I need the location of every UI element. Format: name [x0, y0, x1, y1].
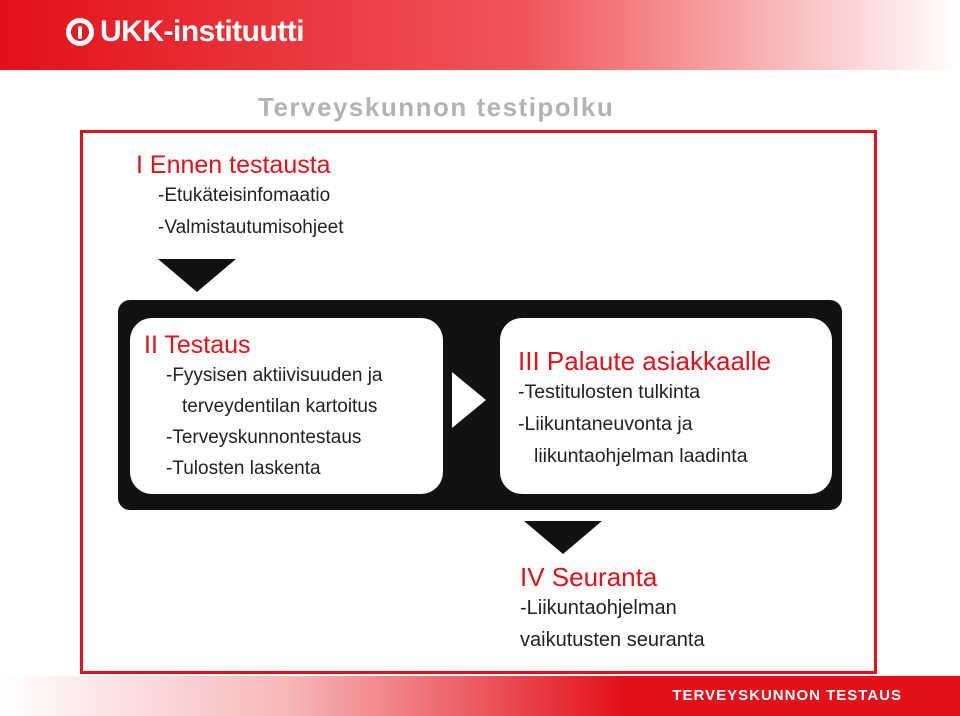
- step-2-line: -Terveyskunnontestaus: [166, 427, 362, 448]
- step-2-line: terveydentilan kartoitus: [182, 396, 378, 417]
- step-4-follow-up: [520, 562, 705, 656]
- down-arrow-icon: [158, 259, 236, 292]
- step-3-line: -Liikuntaneuvonta ja: [518, 413, 693, 435]
- step-3-line: liikuntaohjelman laadinta: [534, 445, 748, 467]
- logo-text: UKK-instituutti: [100, 15, 305, 48]
- step-1-heading: I Ennen testausta: [136, 151, 331, 179]
- ukk-logo: [66, 14, 304, 50]
- step-1-line: -Etukäteisinfomaatio: [158, 185, 331, 206]
- step-2-line: -Fyysisen aktiivisuuden ja: [166, 365, 383, 386]
- step-3-feedback: [500, 318, 832, 494]
- step-2-heading: II Testaus: [144, 331, 251, 359]
- step-1-before-testing: [136, 150, 344, 244]
- ukk-logo-icon: [66, 18, 94, 46]
- right-arrow-icon: [452, 372, 486, 428]
- step-3-heading: III Palaute asiakkaalle: [518, 346, 771, 376]
- step-1-line: -Valmistautumisohjeet: [158, 217, 344, 238]
- page-title: Terveyskunnon testipolku: [258, 92, 615, 122]
- step-2-testing: [130, 318, 443, 494]
- step-4-heading: IV Seuranta: [520, 562, 658, 592]
- step-2-line: -Tulosten laskenta: [166, 458, 321, 479]
- step-4-line: vaikutusten seuranta: [520, 629, 705, 651]
- step-4-line: -Liikuntaohjelman: [520, 597, 677, 619]
- down-arrow-icon: [524, 521, 602, 554]
- footer-label: TERVEYSKUNNON TESTAUS: [672, 687, 902, 704]
- step-3-line: -Testitulosten tulkinta: [518, 381, 701, 403]
